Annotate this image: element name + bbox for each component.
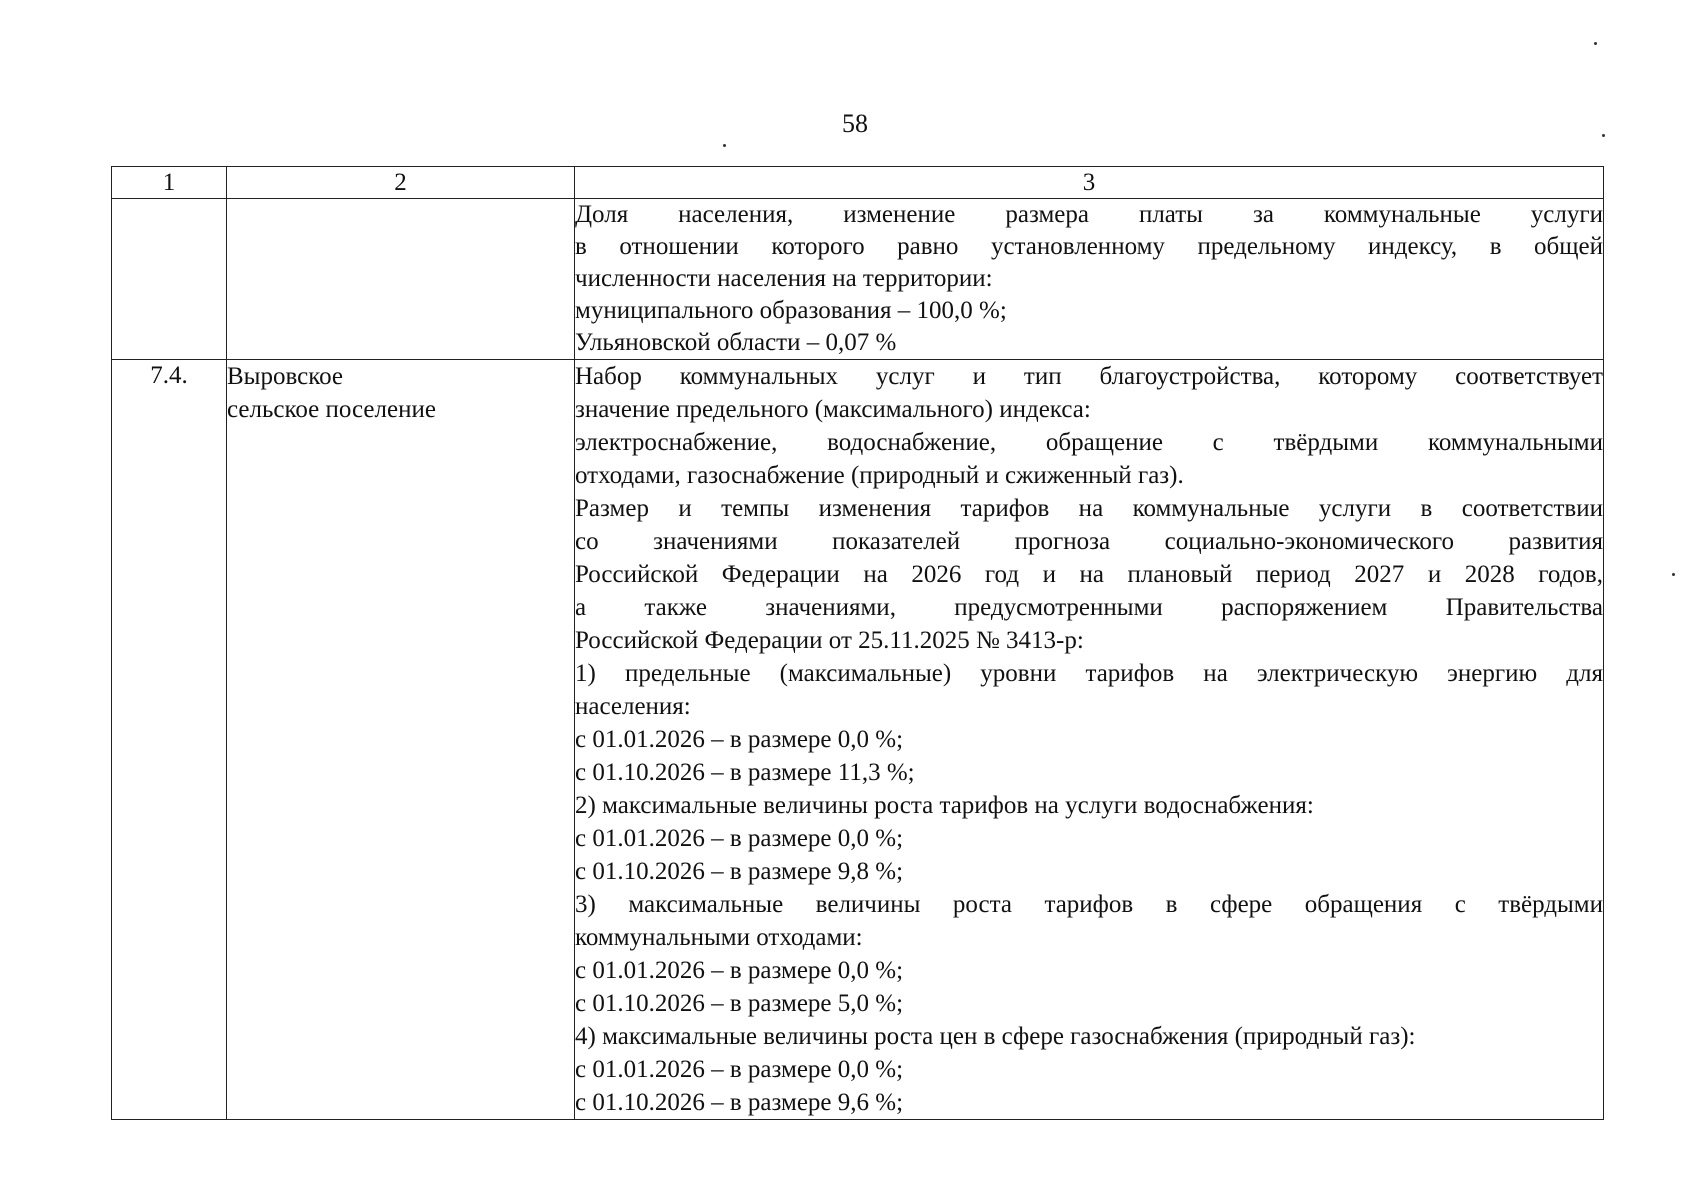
- settlement-name-line: сельское поселение: [227, 396, 436, 423]
- text-line: коммунальными отходами:: [575, 924, 863, 951]
- text-line: электроснабжение, водоснабжение, обращение с твёрдыми коммунальными: [575, 429, 1603, 456]
- text-line: в отношении которого равно установленному предельному индексу, в общей: [575, 233, 1603, 260]
- text-line: с 01.01.2026 – в размере 0,0 %;: [575, 1056, 904, 1083]
- text-line: Российской Федерации на 2026 год и на плановый период 2027 и 2028 годов,: [575, 561, 1603, 588]
- text-line: Набор коммунальных услуг и тип благоустройства, которому соответствует: [575, 363, 1603, 390]
- text-line: с 01.10.2026 – в размере 9,8 %;: [575, 858, 904, 885]
- header-col-2: 2: [227, 167, 575, 199]
- scan-speck: [723, 144, 726, 147]
- settlement-name-line: Выровское: [227, 363, 344, 390]
- text-line: 2) максимальные величины роста тарифов на услуги водоснабжения:: [575, 792, 1314, 819]
- text-line: с 01.01.2026 – в размере 0,0 %;: [575, 957, 904, 984]
- table-header-row: [112, 167, 1604, 199]
- page-number: 58: [842, 109, 868, 138]
- text-line: значение предельного (максимального) индекса:: [575, 396, 1091, 423]
- scan-speck: [1602, 134, 1605, 137]
- text-line: 4) максимальные величины роста цен в сфере газоснабжения (природный газ):: [575, 1023, 1416, 1050]
- text-line: отходами, газоснабжение (природный и сжиженный газ).: [575, 462, 1184, 489]
- text-line: Размер и темпы изменения тарифов на коммунальные услуги в соответствии: [575, 495, 1603, 522]
- settlement-name-cell: [227, 199, 575, 360]
- text-line: 3) максимальные величины роста тарифов в сфере обращения с твёрдыми: [575, 891, 1603, 918]
- settlement-name-cell: [227, 360, 575, 1120]
- description-cell: [575, 360, 1604, 1120]
- text-line: а также значениями, предусмотренными распоряжением Правительства: [575, 594, 1603, 621]
- text-line: населения:: [575, 693, 691, 720]
- text-line: с 01.10.2026 – в размере 9,6 %;: [575, 1089, 904, 1116]
- text-line: Ульяновской области – 0,07 %: [575, 329, 897, 356]
- scan-speck: [1672, 573, 1675, 576]
- text-line: Российской Федерации от 25.11.2025 № 3413-р:: [575, 627, 1084, 654]
- text-line: с 01.01.2026 – в размере 0,0 %;: [575, 726, 904, 753]
- text-line: с 01.10.2026 – в размере 11,3 %;: [575, 759, 915, 786]
- header-col-1: 1: [112, 167, 227, 199]
- scan-speck: [1594, 42, 1597, 45]
- description-cell: [575, 199, 1604, 360]
- text-line: 1) предельные (максимальные) уровни тарифов на электрическую энергию для: [575, 660, 1603, 687]
- text-line: численности населения на территории:: [575, 265, 993, 292]
- tariff-table: [111, 166, 1604, 1120]
- table-row: [112, 360, 1604, 1120]
- text-line: с 01.01.2026 – в размере 0,0 %;: [575, 825, 904, 852]
- text-line: Доля населения, изменение размера платы за коммунальные услуги: [575, 201, 1603, 228]
- row-number-cell: 7.4.: [112, 360, 227, 1120]
- table-row: [112, 199, 1604, 360]
- header-col-3: 3: [575, 167, 1604, 199]
- text-line: с 01.10.2026 – в размере 5,0 %;: [575, 990, 904, 1017]
- row-number-cell: [112, 199, 227, 360]
- text-line: со значениями показателей прогноза социально-экономического развития: [575, 528, 1603, 555]
- text-line: муниципального образования – 100,0 %;: [575, 297, 1007, 324]
